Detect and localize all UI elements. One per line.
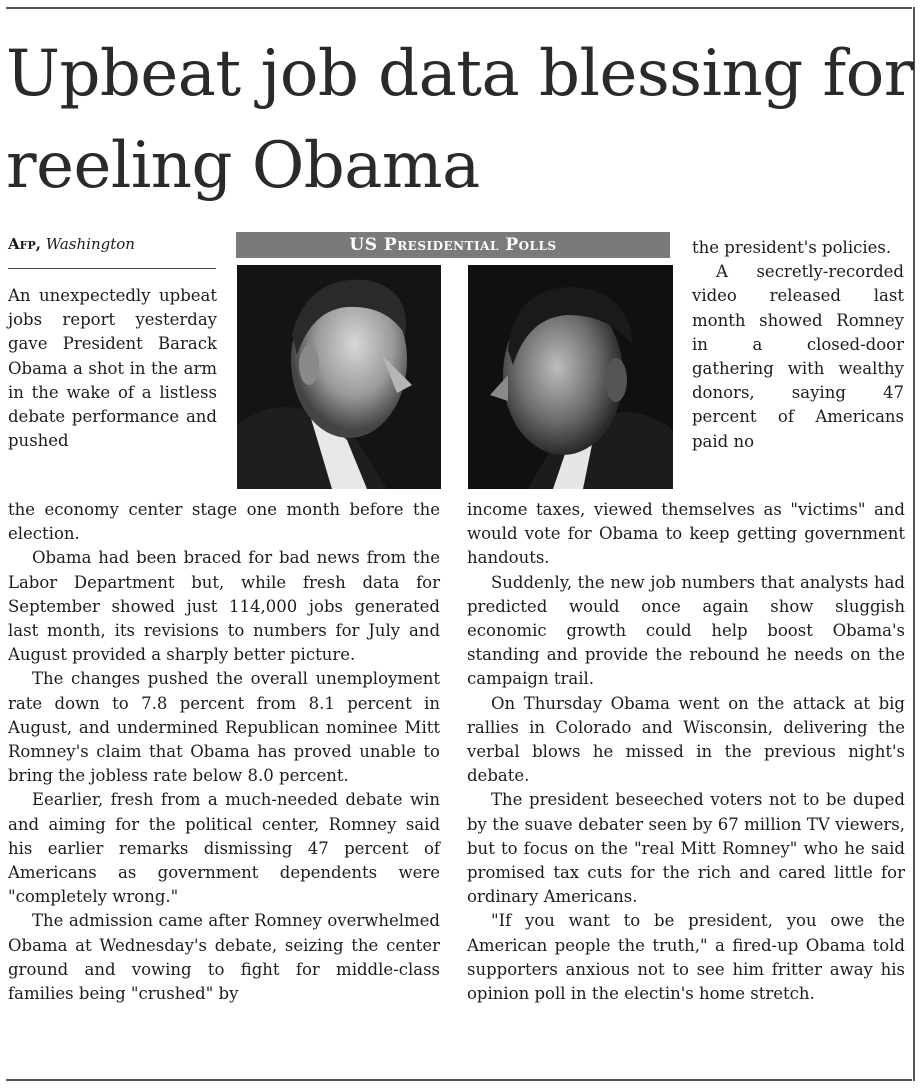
obama-portrait-icon <box>468 265 673 489</box>
byline-rule <box>8 268 216 269</box>
col1-paragraph-1: the economy center stage one month before the election. <box>8 500 440 544</box>
poll-banner: US Presidential Polls <box>236 232 670 258</box>
col2-paragraph-3: On Thursday Obama went on the attack at big rallies in Colorado and Wisconsin, delivering the verbal blows he missed in the previous night's debate. <box>467 693 905 786</box>
col1-paragraph-2: Obama had been braced for bad news from the Labor Department but, while fresh data for September showed just 114,000 jobs generated last month, its revisions to numbers for July and August provided a sharply better picture. <box>8 548 440 665</box>
col2-paragraph-2: Suddenly, the new job numbers that analysts had predicted would once again show sluggish economic growth could help boost Obama's standing and provide the rebound he needs on the campaign trail. <box>467 572 905 689</box>
right-top-paragraph-1: the president's policies. <box>692 238 892 257</box>
right-column-top <box>692 236 904 454</box>
byline-location: Washington <box>45 235 135 253</box>
right-top-paragraph-2: A secretly-recorded video released last month showed Romney in a closed-door gathering with wealthy donors, saying 47 percent of Americans paid no <box>692 262 904 451</box>
col2-paragraph-4: The president beseeched voters not to be duped by the suave debater seen by 67 million TV viewers, but to focus on the "real Mitt Romney" who he said promised tax cuts for the rich and cared little for ordinary Americans. <box>467 790 905 907</box>
col1-paragraph-5: The admission came after Romney overwhelmed Obama at Wednesday's debate, seizing the center ground and vowing to fight for middle-class families being "crushed" by <box>8 911 440 1004</box>
right-column <box>467 498 905 1006</box>
bottom-rule <box>6 1079 912 1081</box>
byline-source: Afp, <box>8 235 41 253</box>
left-column <box>8 498 440 1006</box>
col2-paragraph-5: "If you want to be president, you owe the American people the truth," a fired-up Obama told supporters anxious not to see him fritter away his opinion poll in the electin's home stretch. <box>467 911 905 1004</box>
lead-paragraph <box>8 284 217 453</box>
col2-paragraph-1: income taxes, viewed themselves as "victims" and would vote for Obama to keep getting government handouts. <box>467 500 905 568</box>
romney-portrait-icon <box>237 265 441 489</box>
col1-paragraph-3: The changes pushed the overall unemployment rate down to 7.8 percent from 8.1 percent in August, and undermined Republican nominee Mitt Romney's claim that Obama has proved unable to bring the jobless rate below 8.0 percent. <box>8 669 440 786</box>
col1-paragraph-4: Eearlier, fresh from a much-needed debate win and aiming for the political center, Romney said his earlier remarks dismissing 47 percent of Americans as government dependents were "completely wrong." <box>8 790 440 907</box>
byline <box>8 234 218 254</box>
top-rule <box>6 7 912 9</box>
headline: Upbeat job data blessing for reeling Obama <box>6 37 914 203</box>
obama-photo <box>468 265 673 489</box>
lead-text: An unexpectedly upbeat jobs report yesterday gave President Barack Obama a shot in the arm in the wake of a listless debate performance and pushed <box>8 286 217 451</box>
romney-photo <box>237 265 441 489</box>
